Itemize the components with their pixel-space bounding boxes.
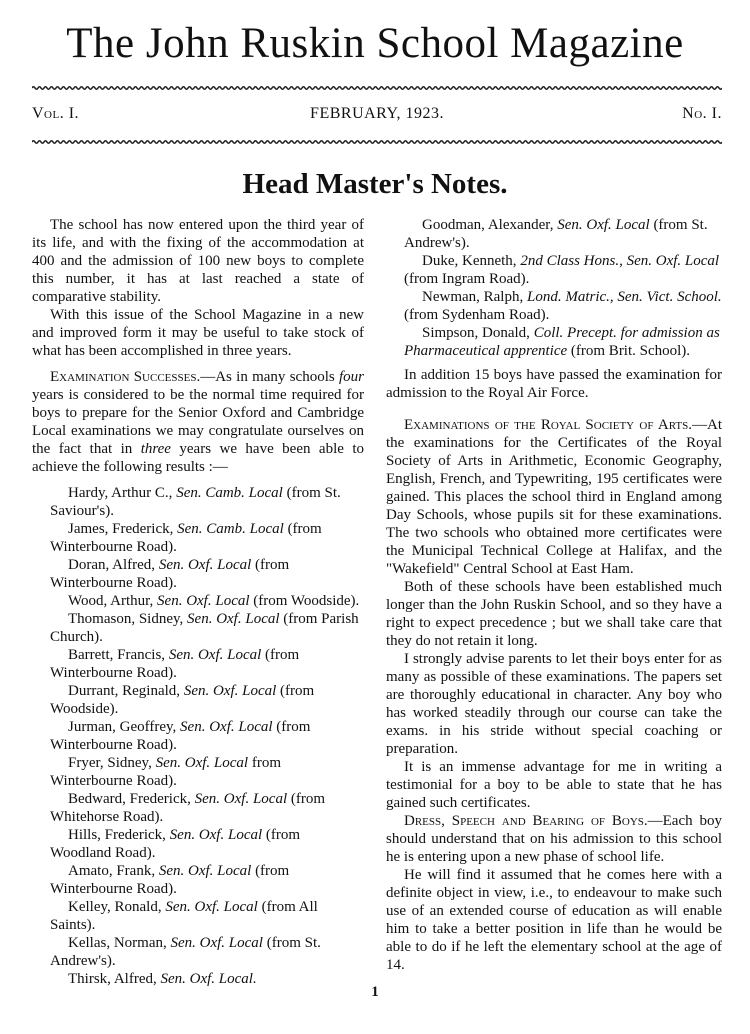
results-list-left bbox=[32, 484, 364, 988]
result-name: Amato, Frank, bbox=[68, 863, 159, 879]
volume-label: Vol. I. bbox=[32, 105, 80, 122]
result-origin-school: from Winterbourne Road). bbox=[50, 755, 281, 789]
dress-paragraph bbox=[386, 812, 722, 866]
result-name: Fryer, Sidney, bbox=[68, 755, 156, 771]
result-name: Doran, Alfred, bbox=[68, 557, 159, 573]
result-entry bbox=[32, 484, 364, 520]
intro-paragraph-1: The school has now entered upon the third year of its life, and with the fixing of the accommodation at 400 and the admission of 100 new boys to complete this number, it has at last reached a state of comparative stability. bbox=[32, 217, 364, 305]
result-qualification: Sen. Oxf. Local bbox=[170, 935, 263, 951]
right-column bbox=[386, 216, 722, 974]
result-qualification: Sen. Oxf. Local bbox=[183, 683, 277, 699]
result-origin-school: (from Winterbourne Road). bbox=[50, 647, 300, 681]
result-name: Durrant, Reginald, bbox=[68, 683, 184, 699]
result-entry bbox=[32, 646, 364, 682]
result-entry bbox=[32, 520, 364, 556]
dress-paragraph-2: He will find it assumed that he comes here with a definite object in view, i.e., to endeavour to make such use of an extended course of education as will enable him to take a better position in life than he would be able to do if he left the elementary school at the age of 14. bbox=[386, 867, 722, 973]
result-origin-school: (from Sydenham Road). bbox=[404, 307, 550, 323]
result-qualification: Sen. Oxf. Local bbox=[158, 863, 252, 879]
result-name: Wood, Arthur, bbox=[68, 593, 158, 609]
result-name: Newman, Ralph, bbox=[422, 289, 527, 305]
result-name: Thomason, Sidney, bbox=[68, 611, 188, 627]
result-qualification: Sen. Oxf. Local bbox=[158, 557, 252, 573]
result-origin-school: (from Ingram Road). bbox=[404, 271, 530, 287]
result-origin-school: (from St. Saviour's). bbox=[50, 485, 341, 519]
result-entry bbox=[386, 324, 722, 360]
result-origin-school: (from Woodside). bbox=[50, 683, 315, 717]
result-qualification: Sen. Camb. Local bbox=[177, 521, 284, 537]
left-column bbox=[32, 216, 364, 988]
rsa-paragraph bbox=[386, 416, 722, 578]
result-name: Hills, Frederick, bbox=[68, 827, 170, 843]
result-qualification: Sen. Oxf. Local bbox=[187, 611, 280, 627]
result-qualification: Sen. Oxf. Local bbox=[557, 217, 650, 233]
raf-note: In addition 15 boys have passed the examination for admission to the Royal Air Force. bbox=[386, 367, 722, 401]
result-qualification: Sen. Oxf. Local bbox=[180, 719, 273, 735]
result-origin-school: (from All Saints). bbox=[50, 899, 318, 933]
article-title: Head Master's Notes. bbox=[242, 168, 508, 200]
result-qualification: Sen. Oxf. Local bbox=[169, 827, 263, 843]
intro-paragraph-2: With this issue of the School Magazine in a new and improved form it may be useful to take stock of what has been accomplished in three years. bbox=[32, 307, 364, 359]
result-name: Kellas, Norman, bbox=[68, 935, 171, 951]
result-origin-school: (from Winterbourne Road). bbox=[50, 719, 311, 753]
result-origin-school: (from Winterbourne Road). bbox=[50, 863, 290, 897]
result-name: Simpson, Donald, bbox=[422, 325, 534, 341]
rsa-paragraph-3: I strongly advise parents to let their boys enter for as many as possible of these examinations. The papers set are thoroughly educational in character. Any boy who has worked steadily through our course can take the exams. in his stride without special coaching or preparation. bbox=[386, 651, 722, 757]
result-entry bbox=[32, 556, 364, 592]
result-origin-school: (from Woodside). bbox=[249, 593, 360, 609]
dress-text: —Each boy should understand that on his admission to this school he is entering upon a new phase of school life. bbox=[386, 813, 722, 865]
exam-text-a: —As in many schools bbox=[200, 369, 339, 385]
result-entry bbox=[386, 288, 722, 324]
result-qualification: Sen. Oxf. Local bbox=[157, 593, 250, 609]
rsa-paragraph-4: It is an immense advantage for me in writing a testimonial for a boy to be able to state that he has gained such certificates. bbox=[386, 759, 722, 811]
exam-successes-paragraph bbox=[32, 368, 364, 476]
exam-emphasis-four: four bbox=[338, 369, 364, 385]
result-name: Kelley, Ronald, bbox=[68, 899, 166, 915]
result-entry bbox=[32, 754, 364, 790]
result-origin-school: (from Brit. School). bbox=[567, 343, 691, 359]
bottom-wavy-rule bbox=[32, 138, 722, 146]
issue-line bbox=[32, 102, 722, 126]
rsa-paragraph-2: Both of these schools have been established much longer than the John Ruskin School, and so they have a right to expect precedence ; but we shall take care that they do not retain it long. bbox=[386, 579, 722, 649]
result-origin-school: (from St. Andrew's). bbox=[50, 935, 321, 969]
exam-emphasis-three: three bbox=[140, 441, 171, 457]
result-entry bbox=[32, 682, 364, 718]
result-name: Thirsk, Alfred, bbox=[68, 971, 161, 987]
result-qualification: Sen. Camb. Local bbox=[176, 485, 283, 501]
rsa-text: —At the examinations for the Certificates of the Royal Society of Arts in Arithmetic, Economic Geography, English, French, and Typewriting, 195 certificates were gained. This places the school third in England among Day Schools, whose pupils sit for these examinations. The two schools who obtained more certificates were the Municipal Technical College at Halifax, and the "Wakefield" Central School at East Ham. bbox=[386, 417, 722, 577]
rsa-heading: Examinations of the Royal Society of Arts. bbox=[404, 417, 692, 433]
result-qualification: Coll. Precept. for admission as Pharmaceutical apprentice bbox=[404, 325, 720, 359]
result-entry bbox=[32, 610, 364, 646]
result-entry bbox=[32, 790, 364, 826]
result-entry bbox=[32, 934, 364, 970]
result-origin-school: (from Whitehorse Road). bbox=[50, 791, 326, 825]
result-entry bbox=[32, 898, 364, 934]
result-origin-school: (from Winterbourne Road). bbox=[50, 557, 290, 591]
result-entry bbox=[32, 718, 364, 754]
result-entry bbox=[386, 252, 722, 288]
result-qualification: Sen. Oxf. Local bbox=[194, 791, 288, 807]
result-origin-school: (from Woodland Road). bbox=[50, 827, 301, 861]
result-entry bbox=[32, 862, 364, 898]
result-name: Goodman, Alexander, bbox=[422, 217, 558, 233]
result-entry bbox=[32, 826, 364, 862]
result-entry bbox=[386, 216, 722, 252]
result-origin-school: (from Parish Church). bbox=[50, 611, 359, 645]
result-name: Barrett, Francis, bbox=[68, 647, 169, 663]
top-wavy-rule bbox=[32, 84, 722, 92]
issue-date: FEBRUARY, 1923. bbox=[310, 105, 444, 122]
result-name: Bedward, Frederick, bbox=[68, 791, 195, 807]
dress-heading: Dress, Speech and Bearing of Boys. bbox=[404, 813, 648, 829]
result-name: Jurman, Geoffrey, bbox=[68, 719, 181, 735]
issue-number: No. I. bbox=[682, 105, 722, 122]
result-origin-school: (from St. Andrew's). bbox=[404, 217, 708, 251]
exam-successes-heading: Examination Successes. bbox=[50, 369, 201, 385]
result-name: Duke, Kenneth, bbox=[422, 253, 521, 269]
result-name: Hardy, Arthur C., bbox=[68, 485, 177, 501]
result-qualification: 2nd Class Hons., Sen. Oxf. Local bbox=[520, 253, 720, 269]
exam-text-c: years we have been able to achieve the following results :— bbox=[32, 441, 364, 475]
result-name: James, Frederick, bbox=[68, 521, 178, 537]
exam-text-b: years is considered to be the normal time required for boys to prepare for the Senior Oxford and Cambridge Local examinations we may congratulate ourselves on the fact that in bbox=[32, 387, 364, 457]
result-qualification: Lond. Matric., Sen. Vict. School. bbox=[526, 289, 722, 305]
page-number: 1 bbox=[371, 984, 379, 1000]
result-entry bbox=[32, 592, 364, 610]
result-origin-school: (from Winterbourne Road). bbox=[50, 521, 322, 555]
magazine-title: The John Ruskin School Magazine bbox=[66, 20, 684, 67]
results-list-right bbox=[386, 216, 722, 360]
result-qualification: Sen. Oxf. Local bbox=[168, 647, 262, 663]
result-qualification: Sen. Oxf. Local bbox=[165, 899, 258, 915]
result-qualification: Sen. Oxf. Local bbox=[155, 755, 249, 771]
result-qualification: Sen. Oxf. Local. bbox=[160, 971, 257, 987]
